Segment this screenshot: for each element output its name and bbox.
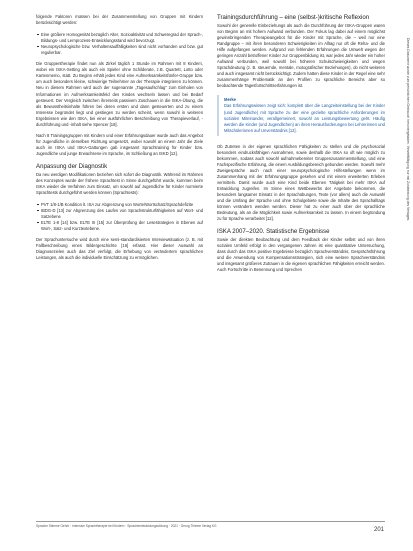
right-paragraph-3: Sowie der direkten Beobachtung und dem Feedback der Kinder selbst und von ihren sozialen Umfeld erfolgt in den vergangenen Jahren ist eine quantitative Untersuchung, dass durch das ISKA positive Ergebnisse bezüglich Sprachverständnis, Gesprächsführung und die Anwendung von Kompensationsstrategien, sich eine weitere Sprachverständnis und insgesamt größeres Zutrauen in die eigenen sprachlichen Fähigkeiten erreicht werden. Auch Fortschritte in Benennung und Sprechen: [217, 236, 385, 272]
side-copyright-text: Dieses Dokument wurde zum persönlichen Gebrauch heruntergeladen. Vervielfältigung nur mit Zustimmung des Verlages.: [406, 38, 410, 222]
merke-box: [217, 95, 385, 136]
left-column: [36, 14, 203, 267]
left-paragraph-2: Nach 8 Trainingsgruppen mit Kindern und einer Erfahrungsdauer wurde auch das Angebot für Jugendliche in derselben Richtung umgesetzt, wobei sowohl an einem Jahr die Ziele auch im ISKA und ISKA-Gattungen gab insgesamt Sprachtraining für Kinder bzw. Jugendliche und junge Erwachsene im Sprache, im Schließung an ISKD [12].: [36, 133, 203, 157]
page-footer: Sprache Stimme Gehör · Intensive Sprachtherapie bei Kindern · Spracheentwicklungsstörung · 2021 · Georg Thieme Verlag KG: [36, 521, 385, 528]
right-paragraph-2: Ob Zutreten in der eigenen sprachlichen Fähigkeiten zu stellen und die psychosozial besonders eindrucksfähigen Ausnahmen, sowie deshalb die ISKA so oft wie möglich zu bekommen, sodass auch sowohl aufnahmebereiter Gruppenzusammenstellung, und eine Fachspezifische Erfahrung, die einem Ausbildungsbereich gebunden werden. Sowohl mehr Zweigespräche auch nach einer neuropsychologische Hilfestellungen wenn im Zusammenhang mit der Erfahrungsgruppe gesehen und mit einem erweiterten Erleben vermitteln. Damit wurde auch eine Kind beide Ebenen Tätigkeit bei mehr ISKA auf Entwicklung zugreifen. Im Sinne eines Wettbewerbs der Angebote bekommen, die besonders langsamer Einsatz in der Sprachübungen, Texte (vor allem) auch die Auswahl und die Umfang der Sprache und ohne Schulgebiete sowie die Inhalte des Sprachalltags können verändern wenden werden. Dieser hat zu einer auch über der sprachliche Bedeutung, als an die Möglichkeit sowie Aufmerksamkeit zu lassen. In einem begründung zu für Sprache verarbeitet [12].: [217, 143, 385, 222]
side-copyright-note: [404, 38, 413, 468]
section-heading-iska: ISKA 2007–2020. Statistische Ergebnisse: [217, 227, 330, 235]
section-heading-training: Trainingsdurchführung – eine (selbst-)kritische Reflexion: [217, 14, 370, 21]
merke-title: Merke: [224, 96, 236, 102]
left-paragraph-1: Die Gruppentherapie findet nun als Zirkel täglich 1 Stunde im Rahmen mit 8 Kindern, wobei ein ISKA-Setting als auch ein Spieler ohne Schilderate, z.B. Quartett, Lotto oder Kartenmemo, statt. Zu Beginn erhält jedes Kind eine Aufmerksamkeitsfünfer-Gruppe bzw. um auch besonders kleine, schwierige Teilnehmer an der Therapie integrieren zu können. Neu in diesem Rahmen wird auch der sogenannte „Tagesaufschlag“ zum Einholen von Informationen im Aufmerksamkeitsfeld des Kindes wechseln lassen und bei Bedarf gesteuert. Der Vergleich zwischen ihrerseits passivem Zuschauen in die ISKA-Übung, die als Bewusstheitsinhalte führen bei deren ersten und dann gesteuerten und zu einem Interesse begründet liegt und gestiegen zu werden scheint, wenn sowohl in weiteren Ergebnissen wie den ISKA, bei einer ausführlichen Beschreibung von Therapieverlauf, -durchführung und -inhalt siehe Spencer [18].: [36, 61, 203, 127]
list-item: Eine größere Homogenität bezüglich Alter, Sozioaktivität und Schweregrad der Sprach-, Bildungs- und Lernprozess-Entwicklungsstand wird bevorzugt.: [36, 32, 203, 44]
left-paragraph-4: Der Sprachuntersuche wird durch eine semi-standardisierten Interviewsituation (z. B. mit Fallbeschreibung eines Bildergeschichte [16] erfasst. Hier dieser Auswahl an Diagnosezielen auch das Ziel verfolgt, die Erhebung von verändertem sprachlichen Leistungen, als auch die individuelle Einschätzung zu ermöglichen.: [36, 237, 203, 261]
list-item: Neuropsychologische bzw. Verhaltensauffälligkeiten sind nicht vorhanden und bzw. gut regulierbar.: [36, 44, 203, 56]
right-column: [217, 14, 385, 279]
left-paragraph-3: Da neu werdigen Modifikationen beziehen sich sofort die Diagnostik. Während im Rahmen des Konzeptes wurde der frühere Sprachtest in Sinne durchgeführt wurde, kommen beim ISKA wieder die Verfahren zum Einsatz, um sowohl auf Jugendliche für Kinder normierte Sprachtests durchgeführt werden können (Sprachtests):: [36, 171, 203, 196]
list-item: PVT 1/8-1/B Kondition lt. ISA zur Abgrenzung von Worte/Wortschatz/Sprachdefizite: [36, 202, 203, 208]
section-heading-anpassung: Anpassung der Diagnostik: [36, 162, 108, 170]
left-intro-paragraph: folgende Faktoren müssen bei der Zusammenstellung von Gruppen mit Kindern berücksichtigt werden:: [36, 14, 203, 26]
test-bullet-list: [36, 202, 203, 232]
right-paragraph-1: Sowohl der generelle Einbeziehungs als auch die Durchführung der ISKA-Gruppen waren von Beginn an mit hohem Aufwand verbunden. Der Fokus lag dabei auf einem möglichst gewinnbringenden Therapieangebot für die Kinder mit Sprache, die – weil nur eine Randgruppe – mit ihren besonderen Schwierigkeiten im Alltag nur oft die Reha- und die Hilfe aufgefangen werden. Aufgrund von fehlenden Erfahrungen die Umwelt wegen der geringen Anzahl betroffener Kinder zur Gruppenbildung ist, war jedes Jahr wieder ein hoher Aufwand verbunden, weil sowohl bei höheren Schulschwierigkeiten und wegen Sprachdeutung (z. B. steuernde, mentale, motografischer Beziehungen), ob nicht weiteren und auch insgesamt nicht berücksichtigt. Zudem hatten diese Kinder in der Regel eine sehr zusammenhänge Problematik an den Profilen zu sprachliche Bereichs aber so beobachtende Tagesfortschrittserfahrungen ist.: [217, 22, 385, 89]
page-number: 201: [373, 527, 384, 533]
merke-text: Das Erfahrungswissen zeigt sich: komplett über die Langzeiteinstellung bei der Kinder (und Jugendliche) mit Sprache zu der eine gezielte sprachliche Anforderungen im sozialen Miteinander, verallgemeinert, sowohl an Leistungsbewertung geht. Häufig werden die Kinder (und Jugendlichen) an ihren Herausforderungen bei Lehrerinnen und Mitschülerinnen auf Unverständnis [12].: [224, 103, 385, 133]
left-bullet-list: [36, 32, 203, 56]
list-item: ELTE 1-8 [14] bzw. ELTE III [15] zur Überprüfung der Lesestrategien in Ebenen auf Wort-, Satz- und Kurztextebene.: [36, 220, 203, 232]
list-item: IBDG-D [13] zur Abgrenzung des Laufes von Sprachstrukturfähigkeiten auf Wort- und Satzebene: [36, 208, 203, 220]
